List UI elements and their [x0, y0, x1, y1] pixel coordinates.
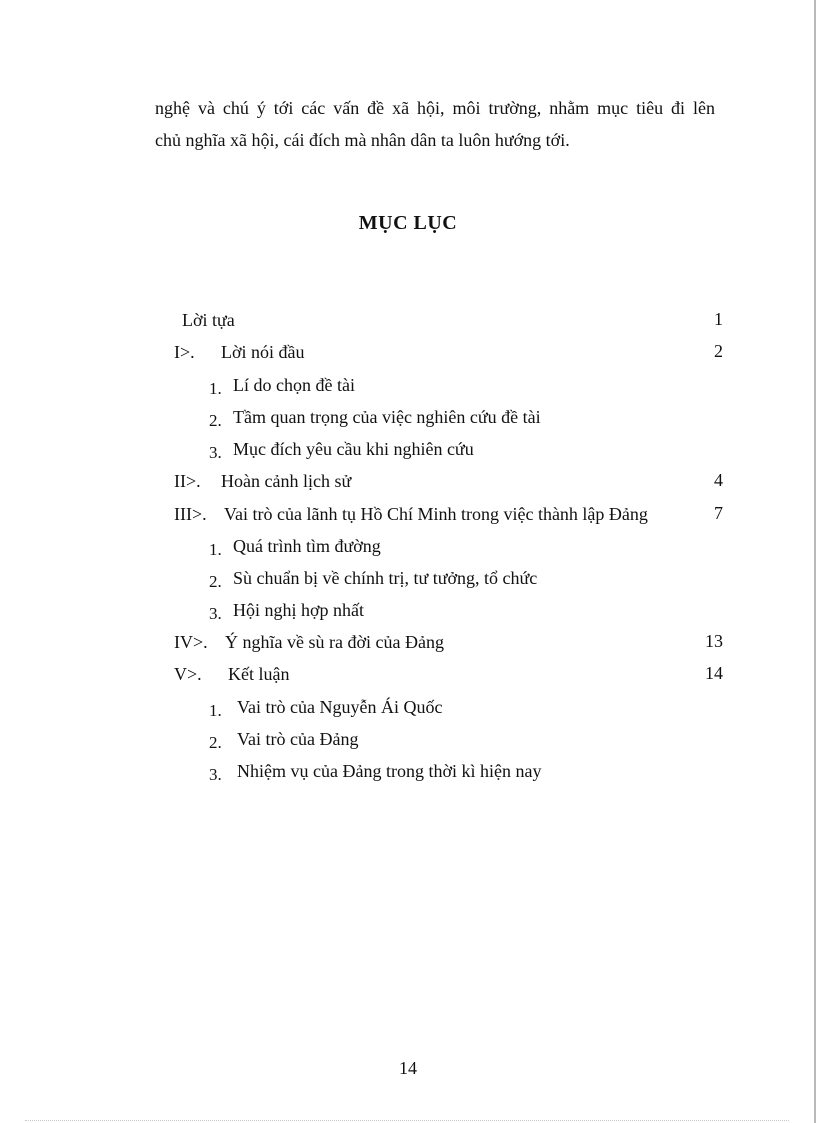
toc-entry-page: 13 — [705, 631, 723, 651]
toc-entry-section-1[interactable] — [174, 341, 305, 363]
toc-entry-label: Lời nói đầu — [221, 342, 305, 362]
toc-entry-number: 1. — [209, 379, 222, 398]
toc-entry-label: Kết luận — [228, 664, 290, 684]
toc-entry-number: 2. — [209, 572, 222, 591]
toc-entry-label: Sù chuẩn bị về chính trị, tư tưởng, tổ chức — [233, 568, 538, 588]
toc-entry-label: Vai trò của Đảng — [237, 729, 359, 749]
toc-entry-number: 2. — [209, 411, 222, 430]
toc-entry-number: II>. — [174, 471, 201, 491]
toc-entry-section-4[interactable] — [174, 631, 444, 653]
toc-entry-number: 3. — [209, 443, 222, 462]
toc-entry-label: Hội nghị hợp nhất — [233, 600, 365, 620]
toc-entry-page: 4 — [714, 470, 723, 490]
toc-entry-page: 1 — [714, 309, 723, 329]
toc-entry-number: V>. — [174, 664, 202, 684]
page-number: 14 — [399, 1058, 417, 1078]
toc-entry-page: 14 — [705, 663, 723, 683]
toc-entry-label: Lời tựa — [182, 310, 235, 330]
toc-entry-label: Nhiệm vụ của Đảng trong thời kì hiện nay — [237, 761, 542, 781]
toc-entry-label: Vai trò của Nguyễn Ái Quốc — [237, 697, 443, 717]
toc-entry-section-2[interactable] — [174, 470, 352, 492]
toc-entry-number: 1. — [209, 540, 222, 559]
toc-entry-label: Ý nghĩa về sù ra đời của Đảng — [225, 632, 444, 652]
toc-entry-label: Lí do chọn đề tài — [233, 375, 355, 395]
toc-entry-section-3[interactable] — [174, 503, 648, 525]
bottom-divider — [25, 1120, 789, 1121]
toc-entry-loi-tua[interactable] — [182, 309, 235, 331]
toc-entry-label: Tầm quan trọng của việc nghiên cứu đề tài — [233, 407, 541, 427]
paragraph-line-1: nghệ và chú ý tới các vấn đề xã hội, môi trường, nhằm mục tiêu đi lên — [155, 98, 715, 118]
toc-entry-section-5[interactable] — [174, 663, 290, 685]
toc-entry-number: IV>. — [174, 632, 208, 652]
toc-entry-page: 2 — [714, 341, 723, 361]
toc-entry-number: 3. — [209, 765, 222, 784]
paragraph-line-2: chủ nghĩa xã hội, cái đích mà nhân dân ta luôn hướng tới. — [155, 130, 570, 150]
toc-entry-number: 1. — [209, 701, 222, 720]
toc-entry-label: Quá trình tìm đường — [233, 536, 381, 556]
toc-entry-number: III>. — [174, 504, 207, 524]
toc-entry-number: 2. — [209, 733, 222, 752]
toc-entry-label: Vai trò của lãnh tụ Hồ Chí Minh trong việc thành lập Đảng — [224, 504, 648, 524]
toc-title: MỤC LỤC — [358, 212, 458, 234]
toc-entry-page: 7 — [714, 503, 723, 523]
toc-entry-number: 3. — [209, 604, 222, 623]
toc-entry-label: Hoàn cảnh lịch sử — [221, 471, 352, 491]
intro-paragraph — [155, 92, 715, 156]
toc-entry-label: Mục đích yêu cầu khi nghiên cứu — [233, 439, 474, 459]
toc-entry-number: I>. — [174, 342, 195, 362]
